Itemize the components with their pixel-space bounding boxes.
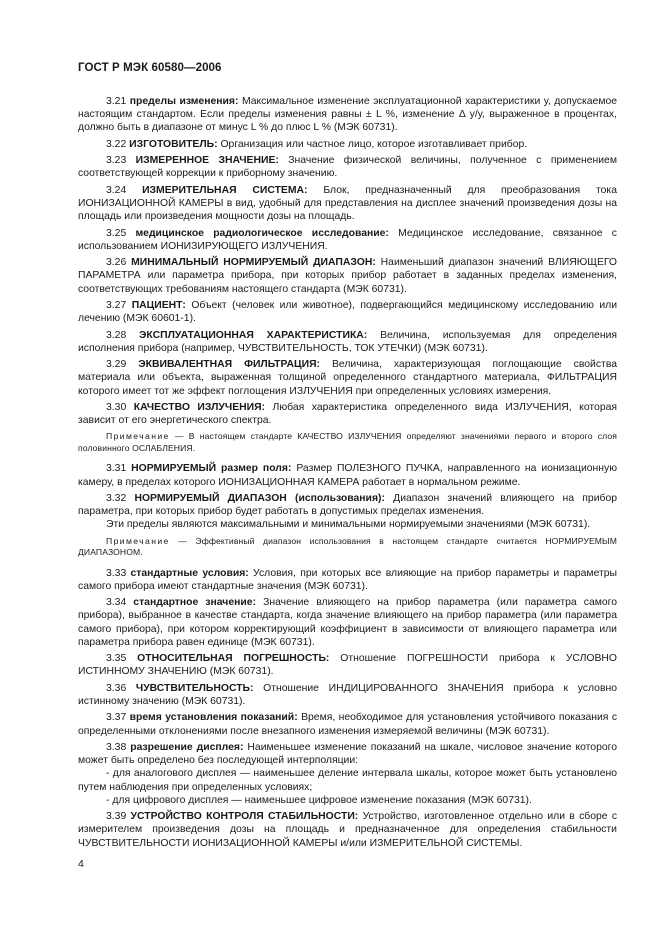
clause-number: 3.34 <box>106 597 127 609</box>
definition-3-32 <box>78 492 617 518</box>
definition-3-37 <box>78 711 617 737</box>
clause-number: 3.31 <box>106 463 127 475</box>
note-label: Примечание <box>106 431 170 442</box>
definition-text: Условия, при которых все влияющие на прибор параметры и параметры самого прибора имеют стандартные значения (МЭК 60731). <box>78 567 618 592</box>
term: ЭКСПЛУАТАЦИОННАЯ ХАРАКТЕРИСТИКА: <box>139 329 368 341</box>
list-item-analog-display: - для аналогового дисплея — наименьшее деление интервала шкалы, которое может быть установлено путем наблюдения при определенных условиях; <box>78 768 617 793</box>
definition-text: Устройство, изготовленное отдельно или в сборе с измерителем произведения дозы на площадь и предназначенное для определения стабильности ЧУВСТВИТЕЛЬНОСТИ ИОНИЗАЦИОННОЙ КАМЕРЫ и/или ИЗМЕРИТЕЛЬНОЙ СИСТЕМЫ. <box>78 811 618 849</box>
definition-3-31 <box>78 462 617 488</box>
term: КАЧЕСТВО ИЗЛУЧЕНИЯ: <box>133 401 266 413</box>
note-2 <box>78 536 617 559</box>
clause-number: 3.23 <box>106 155 127 167</box>
definition-3-33 <box>78 567 617 593</box>
definition-text: Максимальное изменение эксплуатационной характеристики у, допускаемое настоящим стандартом. Если пределы изменения равны ± L %, изменение Δ y/y, выраженное в процентах, должно быть в диапазоне от минус L % до плюс L % (МЭК 60731). <box>78 96 618 134</box>
clause-number: 3.22 <box>106 138 127 150</box>
definition-3-34 <box>78 596 617 649</box>
definition-text: Объект (человек или животное), подвергающийся медицинскому исследованию или лечению (МЭК 60601-1). <box>78 299 617 325</box>
definition-text: Отношение ПОГРЕШНОСТИ прибора к УСЛОВНО ИСТИННОМУ ЗНАЧЕНИЮ (МЭК 60731). <box>78 653 618 678</box>
definition-text: Блок, предназначенный для преобразования тока ИОНИЗАЦИОННОЙ КАМЕРЫ в вид, удобный для представления на дисплее значений произведения дозы на площадь или произведения мощности дозы на площадь. <box>78 184 617 223</box>
term: ИЗГОТОВИТЕЛЬ: <box>129 138 218 150</box>
term: ЧУВСТВИТЕЛЬНОСТЬ: <box>135 682 254 694</box>
clause-number: 3.29 <box>106 359 127 371</box>
term: стандартное значение: <box>133 597 257 609</box>
definition-text: Отношение ИНДИЦИРОВАННОГО ЗНАЧЕНИЯ прибора к условно истинному значению (МЭК 60731). <box>78 682 617 707</box>
note-text: — В настоящем стандарте КАЧЕСТВО ИЗЛУЧЕНИЯ определяют значениями первого и второго слоя половинного ОСЛАБЛЕНИЯ. <box>78 431 617 453</box>
clause-number: 3.39 <box>106 811 127 823</box>
clause-number: 3.38 <box>106 741 127 753</box>
definition-3-26 <box>78 256 617 296</box>
term: ПАЦИЕНТ: <box>131 299 186 311</box>
definition-3-30 <box>78 401 617 427</box>
clause-number: 3.30 <box>106 401 127 413</box>
clause-number: 3.35 <box>106 653 127 665</box>
definition-3-28 <box>78 329 617 355</box>
definition-text: Организация или частное лицо, которое изготавливает прибор. <box>220 138 528 150</box>
definition-3-21 <box>78 95 617 135</box>
clause-number: 3.32 <box>106 492 127 504</box>
term: ИЗМЕРИТЕЛЬНАЯ СИСТЕМА: <box>142 184 308 196</box>
clause-number: 3.37 <box>106 712 127 724</box>
definition-text: Диапазон значений влияющего на прибор параметра, при которых прибор будет работать в допустимых пределах изменения. <box>78 492 618 518</box>
note-text: — Эффективный диапазон использования в настоящем стандарте считается НОРМИРУЕМЫМ ДИАПАЗОНОМ. <box>78 535 617 558</box>
definition-3-29 <box>78 358 617 398</box>
term: НОРМИРУЕМЫЙ ДИАПАЗОН (использования): <box>134 492 385 504</box>
definition-3-22 <box>78 138 617 151</box>
term: ОТНОСИТЕЛЬНАЯ ПОГРЕШНОСТЬ: <box>137 653 330 665</box>
note-1 <box>78 431 617 454</box>
definition-text: Величина, характеризующая поглощающие свойства материала или объекта, выраженная толщиной определенного стандартного материала, ФИЛЬТРАЦИЯ которого имеет тот же эффект поглощения ИЗЛУЧЕНИЯ при определенных условиях измерения. <box>78 359 618 397</box>
term: стандартные условия: <box>130 567 249 579</box>
definition-3-27 <box>78 299 617 325</box>
definition-3-39 <box>78 810 617 850</box>
definition-text: Время, необходимое для установления устойчивого показания с определенными отклонениями после внезапного изменения измеряемой величины (МЭК 60731). <box>78 712 618 737</box>
term: разрешение дисплея: <box>130 741 244 753</box>
document-body <box>78 95 617 853</box>
clause-number: 3.28 <box>106 329 127 341</box>
definition-3-36 <box>78 682 617 708</box>
definition-3-38 <box>78 741 617 767</box>
definition-text: Наименьший диапазон значений ВЛИЯЮЩЕГО ПАРАМЕТРА или параметра прибора, при которых прибор работает в заданных пределах изменения, соответствующих требованиям настоящего стандарта (МЭК 60731). <box>78 257 617 295</box>
definition-text: Значение влияющего на прибор параметра (или параметра самого прибора), выбранное в качестве стандарта, когда значение влияющего на прибор параметра (или параметра самого прибора), при котором корректирующий коэффициент в зависимости от влияющего параметра или параметра прибора равен единице (МЭК 60731). <box>78 597 617 648</box>
definition-text: Эти пределы являются максимальными и минимальными нормируемыми значениями (МЭК 60731). <box>106 519 591 531</box>
page-number: 4 <box>78 858 84 870</box>
term: НОРМИРУЕМЫЙ размер поля: <box>131 463 292 475</box>
term: ИЗМЕРЕННОЕ ЗНАЧЕНИЕ: <box>135 155 279 167</box>
clause-number: 3.33 <box>106 567 127 579</box>
term: МИНИМАЛЬНЫЙ НОРМИРУЕМЫЙ ДИАПАЗОН: <box>131 257 376 269</box>
term: медицинское радиологическое исследование: <box>135 227 389 239</box>
definition-text: Любая характеристика определенного вида ИЗЛУЧЕНИЯ, которая зависит от его энергетического спектра. <box>78 401 618 427</box>
term: УСТРОЙСТВО КОНТРОЛЯ СТАБИЛЬНОСТИ: <box>130 811 359 823</box>
definition-3-24 <box>78 184 617 224</box>
clause-number: 3.36 <box>106 682 127 694</box>
definition-3-25 <box>78 227 617 253</box>
definition-3-32-continued <box>78 518 617 531</box>
definition-3-35 <box>78 652 617 678</box>
clause-number: 3.25 <box>106 227 127 239</box>
definition-text: Наименьшее изменение показаний на шкале, числовое значение которого может быть определено без последующей интерполяции: <box>78 741 617 767</box>
list-item-digital-display: - для цифрового дисплея — наименьшее цифровое изменение показания (МЭК 60731). <box>106 794 532 806</box>
definition-3-23 <box>78 154 617 180</box>
definition-text: Величина, используемая для определения исполнения прибора (например, ЧУВСТВИТЕЛЬНОСТЬ, ТОК УТЕЧКИ) (МЭК 60731). <box>78 329 617 354</box>
definition-text: Значение физической величины, полученное с применением соответствующей коррекции к приборному значению. <box>78 155 617 180</box>
term: ЭКВИВАЛЕНТНАЯ ФИЛЬТРАЦИЯ: <box>138 359 320 371</box>
clause-number: 3.27 <box>106 299 127 311</box>
clause-number: 3.24 <box>106 184 127 196</box>
note-label: Примечание <box>106 535 170 546</box>
clause-number: 3.21 <box>106 96 127 107</box>
definition-text: Медицинское исследование, связанное с использованием ИОНИЗИРУЮЩЕГО ИЗЛУЧЕНИЯ. <box>78 227 617 252</box>
definition-text: Размер ПОЛЕЗНОГО ПУЧКА, направленного на ионизационную камеру, в пределах которого ИОНИЗАЦИОННАЯ КАМЕРА работает в нормальном режиме. <box>78 463 618 488</box>
term: пределы изменения: <box>129 96 239 107</box>
term: время установления показаний: <box>129 712 298 724</box>
clause-number: 3.26 <box>106 257 127 269</box>
document-header: ГОСТ Р МЭК 60580—2006 <box>78 62 222 74</box>
